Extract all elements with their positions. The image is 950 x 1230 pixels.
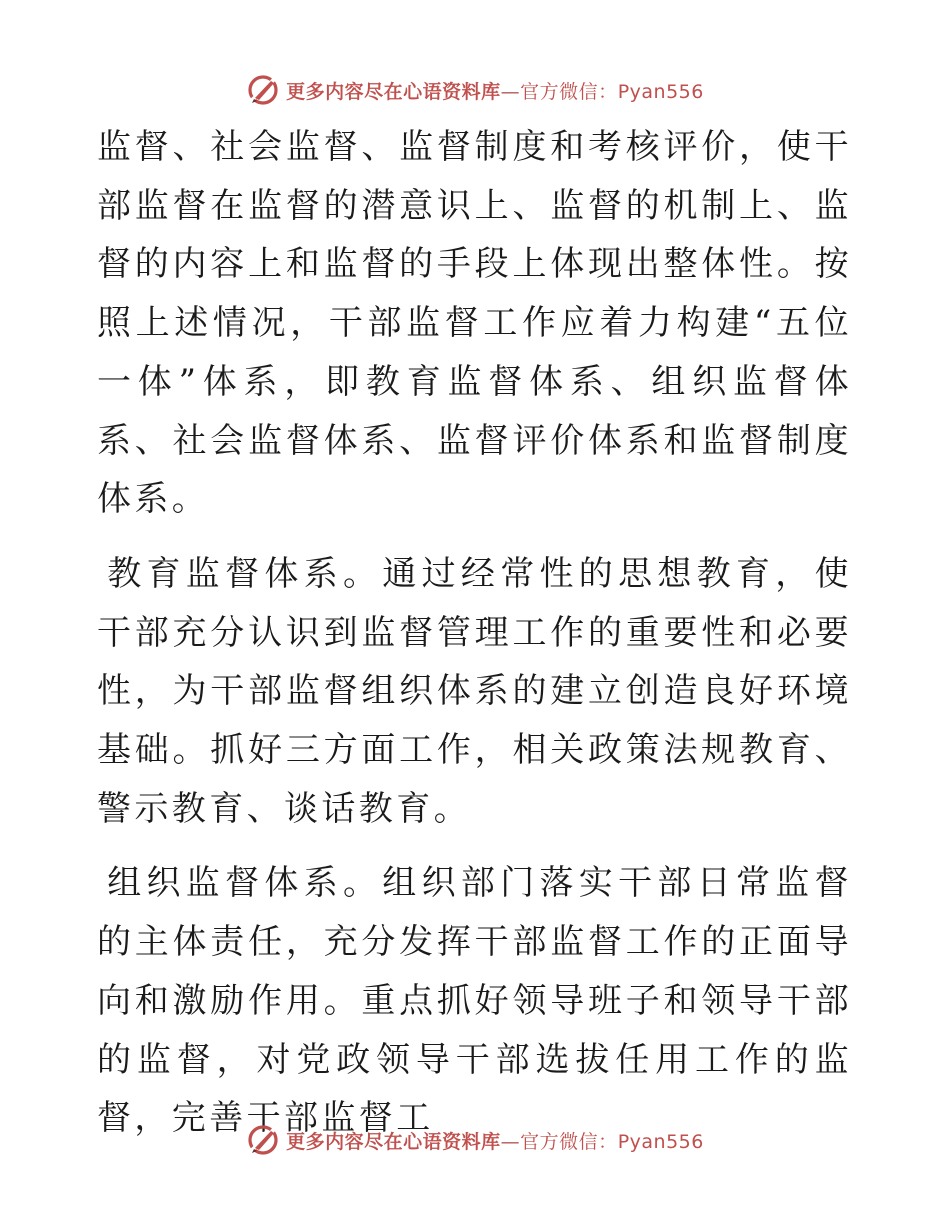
brush-pen-logo-icon bbox=[246, 73, 280, 107]
footer-text bbox=[286, 1127, 704, 1154]
footer-wechat-label: 官方微信： bbox=[520, 1130, 618, 1153]
footer-separator: — bbox=[500, 1130, 521, 1153]
page-footer-banner bbox=[0, 1120, 950, 1160]
header-text bbox=[286, 77, 704, 104]
paragraph-organization-supervision: 组织监督体系。组织部门落实干部日常监督的主体责任，充分发挥干部监督工作的正面导向和激励作用。重点抓好领导班子和领导干部的监督，对党政领导干部选拔任用工作的监督，完善干部监督工 bbox=[97, 863, 852, 1139]
header-wechat-label: 官方微信： bbox=[520, 80, 618, 103]
paragraph-education-supervision: 教育监督体系。通过经常性的思想教育，使干部充分认识到监督管理工作的重要性和必要性，为干部监督组织体系的建立创造良好环境基础。抓好三方面工作，相关政策法规教育、警示教育、谈话教育。 bbox=[97, 553, 852, 829]
header-separator: — bbox=[500, 80, 521, 103]
document-body bbox=[97, 118, 852, 1148]
footer-wechat-id: Pyan556 bbox=[617, 1130, 704, 1153]
page-header-banner bbox=[0, 70, 950, 110]
paragraph-continuation: 监督、社会监督、监督制度和考核评价，使干部监督在监督的潜意识上、监督的机制上、监督的内容上和监督的手段上体现出整体性。按照上述情况，干部监督工作应着力构建“五位一体”体系，即教育监督体系、组织监督体系、社会监督体系、监督评价体系和监督制度体系。 bbox=[97, 127, 852, 520]
brush-pen-logo-icon bbox=[246, 1123, 280, 1157]
header-wechat-id: Pyan556 bbox=[617, 80, 704, 103]
footer-site-text: 更多内容尽在心语资料库 bbox=[286, 1130, 501, 1153]
header-site-text: 更多内容尽在心语资料库 bbox=[286, 80, 501, 103]
